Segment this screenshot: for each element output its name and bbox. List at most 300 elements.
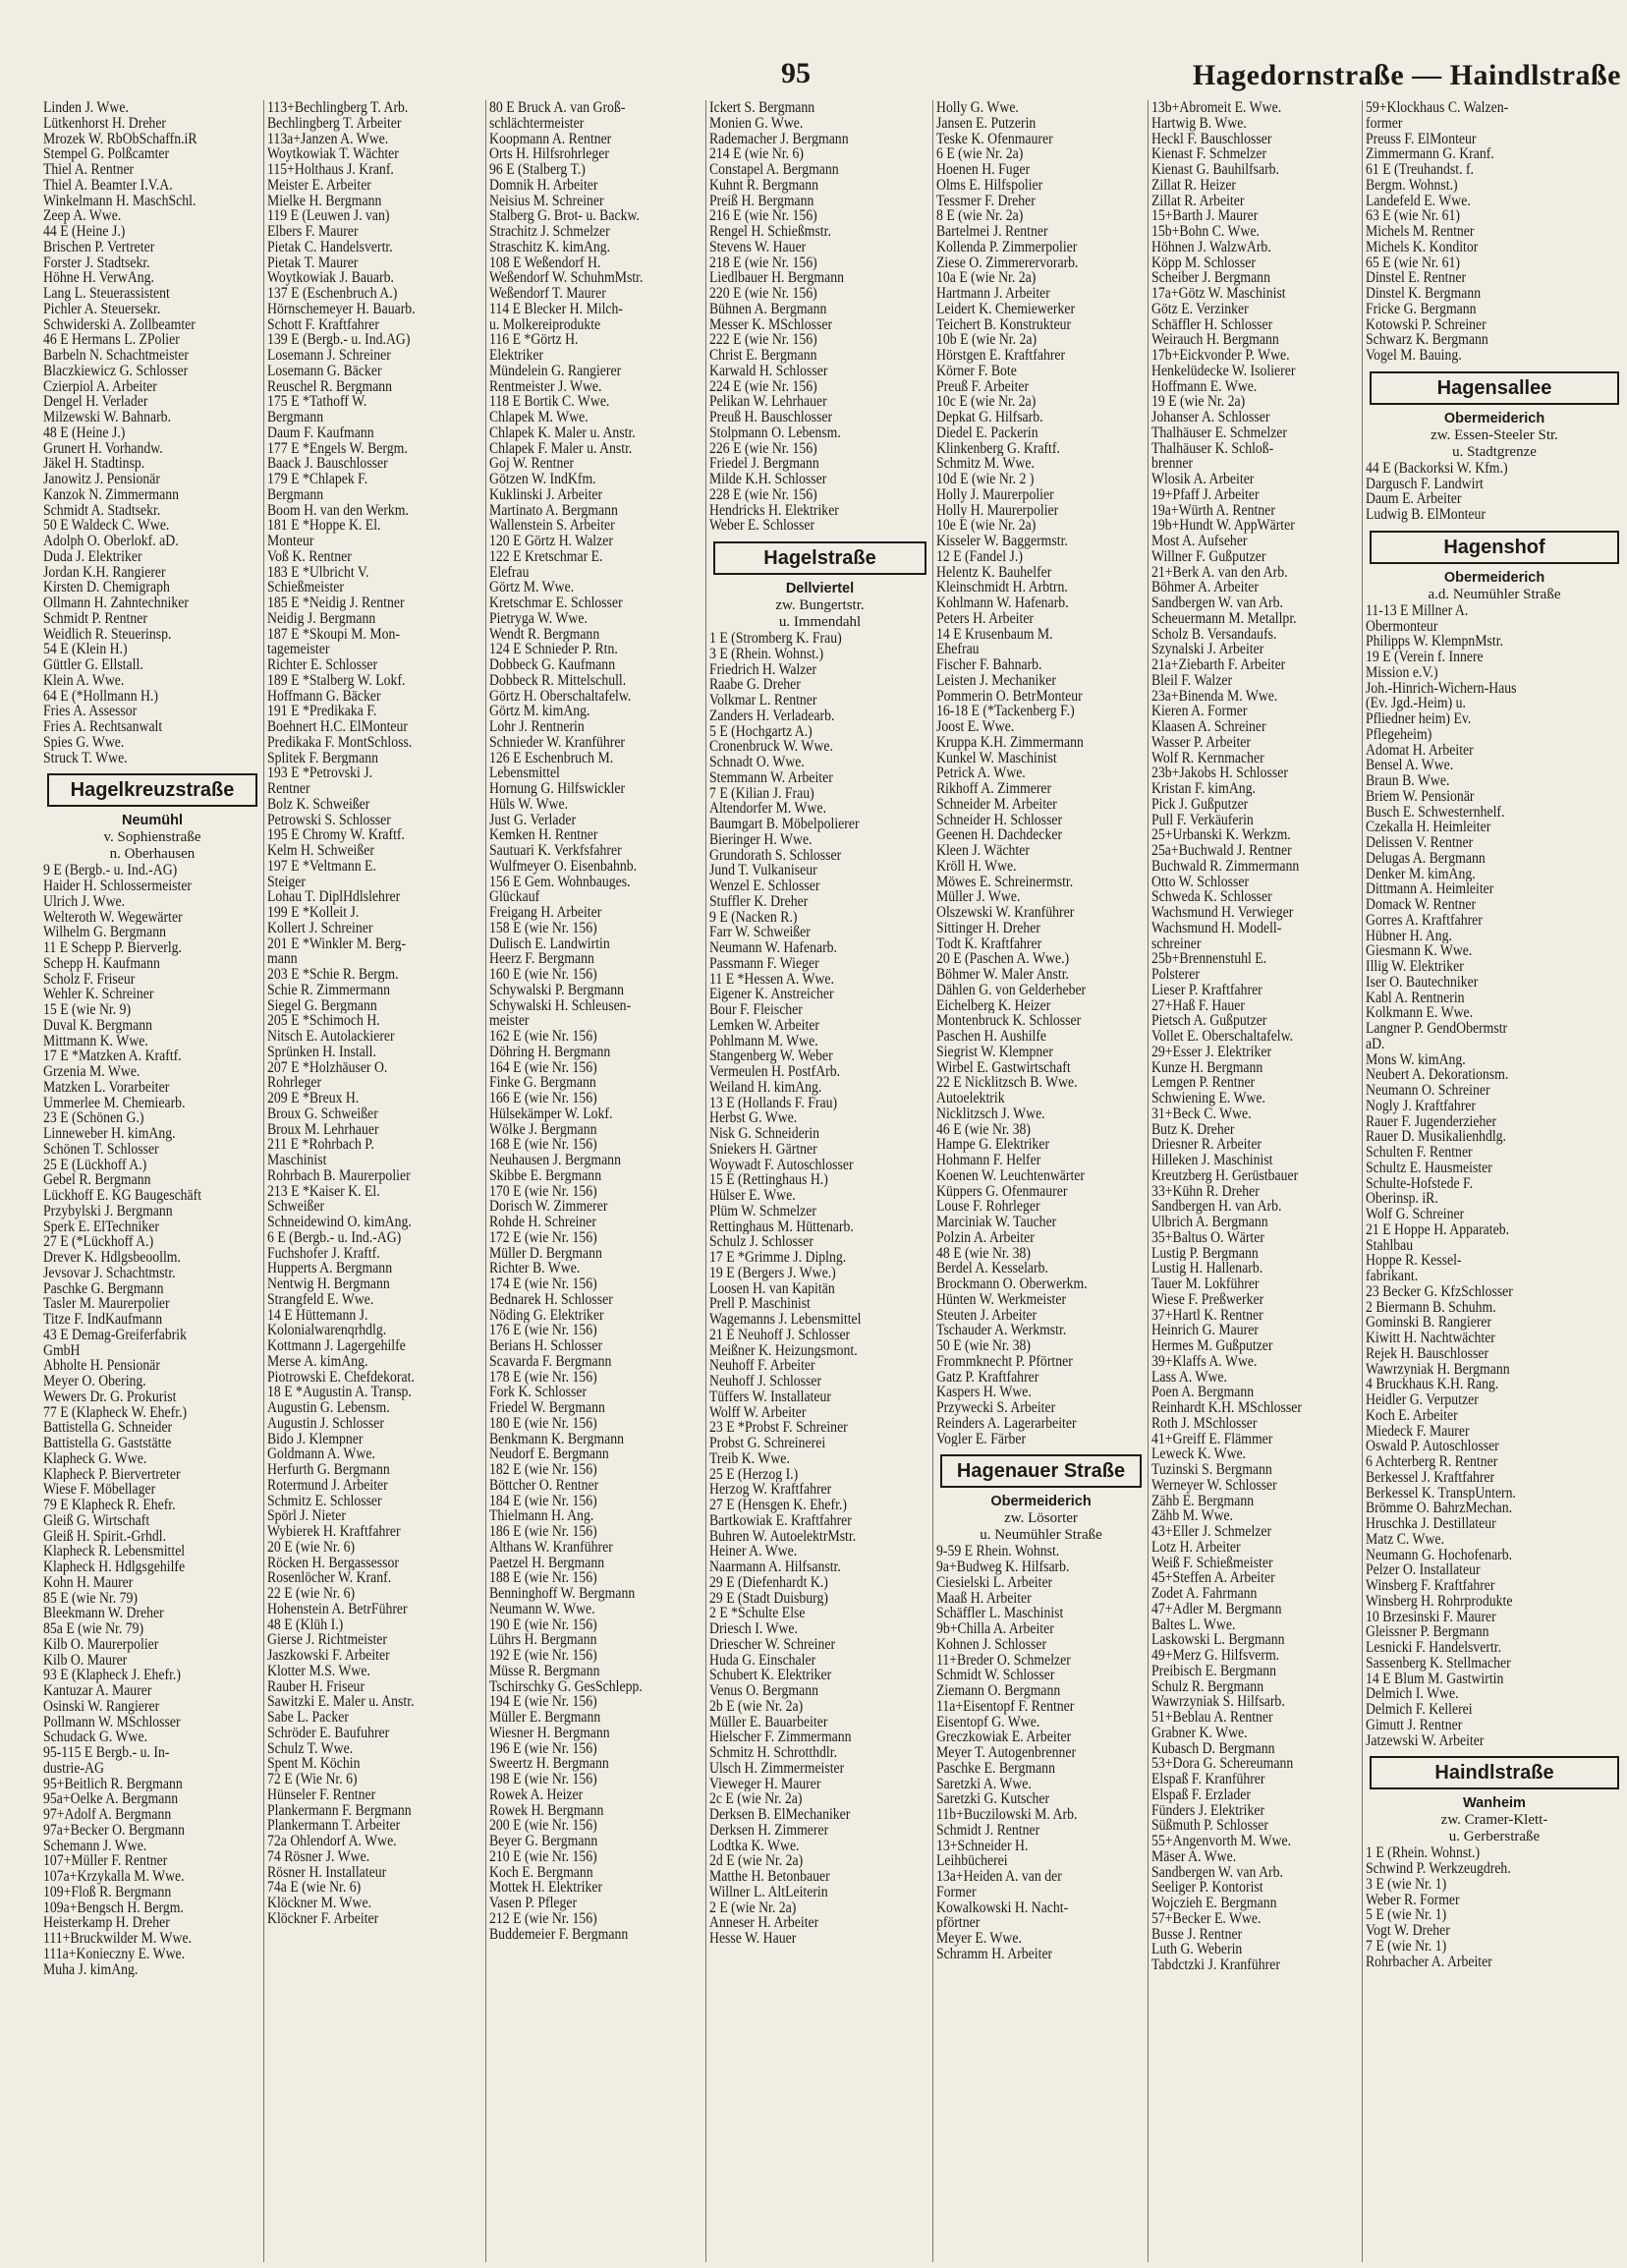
directory-entry: 203 E *Schie R. Bergm. [267, 967, 399, 983]
directory-entry: Peters H. Arbeiter [936, 610, 1035, 627]
directory-entry: Kilb O. Maurer [43, 1652, 128, 1669]
directory-entry: Osinski W. Rangierer [43, 1698, 160, 1715]
directory-entry: Duval K. Bergmann [43, 1017, 153, 1034]
directory-entry: Böhmer A. Arbeiter [1151, 580, 1259, 595]
directory-entry: Pelikan W. Lehrhauer [709, 394, 827, 410]
directory-entry: Rowek H. Bergmann [489, 1802, 604, 1819]
directory-entry: 44 E (Backorksi W. Kfm.) [1366, 460, 1508, 477]
directory-entry: Hendricks H. Elektriker [709, 502, 839, 519]
directory-entry: Baack J. Bauschlosser [267, 456, 388, 472]
directory-entry: Wilhelm G. Bergmann [43, 925, 166, 940]
directory-entry: Orts H. Hilfsrohrleger [489, 146, 609, 162]
directory-entry: 25 E (Herzog I.) [709, 1466, 799, 1483]
directory-entry: Kohlmann W. Hafenarb. [936, 595, 1069, 611]
directory-entry: Hörnschemeyer H. Bauarb. [267, 301, 416, 317]
directory-entry: 74a E (wie Nr. 6) [267, 1880, 362, 1896]
directory-entry: Volkmar L. Rentner [709, 693, 817, 709]
directory-entry: Illig W. Elektriker [1366, 959, 1464, 975]
directory-entry: 19 E (Verein f. Innere [1366, 650, 1484, 665]
directory-entry: Elefrau [489, 564, 530, 581]
directory-entry: 2 E *Schulte Else [709, 1606, 806, 1621]
directory-entry: Zimmermann G. Kranf. [1366, 146, 1494, 162]
directory-entry: Wölke J. Bergmann [489, 1121, 597, 1138]
directory-entry: Just G. Verlader [489, 812, 577, 828]
directory-entry: 205 E *Schimoch H. [267, 1013, 380, 1029]
directory-entry: 14 E Krusenbaum M. [936, 626, 1053, 643]
directory-entry: Thalhäuser K. Schloß- [1151, 440, 1274, 457]
directory-entry: Kieren A. Former [1151, 704, 1248, 719]
directory-entry: Rosenlöcher W. Kranf. [267, 1570, 392, 1586]
directory-entry: Bühnen A. Bergmann [709, 301, 827, 317]
directory-entry: 9 E (Bergb.- u. Ind.-AG) [43, 863, 178, 879]
directory-entry: 184 E (wie Nr. 156) [489, 1493, 597, 1509]
directory-entry: 226 E (wie Nr. 156) [709, 440, 817, 457]
directory-entry: Klinkenberg G. Kraftf. [936, 440, 1060, 457]
directory-entry: 195 E Chromy W. Kraftf. [267, 827, 405, 843]
directory-entry: Friedel W. Bergmann [489, 1400, 605, 1416]
directory-entry: 11 E *Hessen A. Wwe. [709, 971, 834, 988]
directory-entry: Wasser P. Arbeiter [1151, 734, 1251, 751]
directory-entry: Augustin J. Schlosser [267, 1415, 384, 1432]
directory-entry: 168 E (wie Nr. 156) [489, 1137, 597, 1153]
directory-entry: 23 E *Probst F. Schreiner [709, 1420, 848, 1436]
directory-entry: Pietryga W. Wwe. [489, 610, 588, 627]
directory-entry: Otto W. Schlosser [1151, 874, 1250, 890]
directory-entry: Klapheck R. Lebensmittel [43, 1544, 186, 1559]
directory-entry: Helentz K. Bauhelfer [936, 564, 1052, 581]
directory-entry: Drever K. Hdlgsbeoollm. [43, 1250, 181, 1266]
directory-entry: Delissen V. Rentner [1366, 835, 1474, 851]
directory-entry: Eichelberg K. Heizer [936, 997, 1051, 1014]
directory-entry: Forster J. Stadtsekr. [43, 255, 150, 271]
directory-entry: Lütkenhorst H. Dreher [43, 115, 167, 132]
directory-entry: Naarmann A. Hilfsanstr. [709, 1559, 841, 1575]
directory-entry: Brischen P. Vertreter [43, 239, 155, 255]
directory-entry: Gorres A. Kraftfahrer [1366, 912, 1483, 929]
directory-entry: Sautuari K. Verkfsfahrer [489, 843, 622, 859]
directory-entry: Neumann W. Hafenarb. [709, 940, 837, 956]
directory-entry: Hohenstein A. BetrFührer [267, 1601, 408, 1617]
directory-entry: Schulte-Hofstede F. [1366, 1175, 1474, 1192]
street-range: zw. Essen-Steeler Str. [1431, 426, 1558, 443]
directory-entry: Ehefrau [936, 642, 980, 657]
directory-entry: 182 E (wie Nr. 156) [489, 1462, 597, 1478]
directory-entry: Kolonialwarenqrhdlg. [267, 1323, 387, 1338]
directory-entry: schreiner [1151, 936, 1202, 952]
directory-entry: Müsse R. Bergmann [489, 1663, 600, 1679]
directory-entry: Kotowski P. Schreiner [1366, 316, 1487, 333]
directory-entry: 190 E (wie Nr. 156) [489, 1616, 597, 1633]
directory-entry: Kollenda P. Zimmerpolier [936, 239, 1078, 255]
directory-entry: Höhne H. VerwAng. [43, 270, 154, 286]
directory-entry: 120 E Görtz H. Walzer [489, 534, 613, 549]
directory-entry: Christ E. Bergmann [709, 348, 817, 364]
directory-entry: Fries A. Assessor [43, 704, 138, 719]
directory-entry: Broux G. Schweißer [267, 1106, 378, 1122]
directory-entry: Matz C. Wwe. [1366, 1531, 1445, 1548]
directory-entry: Preuß F. Arbeiter [936, 378, 1030, 395]
directory-entry: Mons W. kimAng. [1366, 1051, 1466, 1068]
directory-entry: Plüm W. Schmelzer [709, 1203, 816, 1219]
directory-entry: Ludwig B. ElMonteur [1366, 507, 1486, 523]
directory-entry: 29+Esser J. Elektriker [1151, 1044, 1272, 1060]
directory-entry: Dulisch E. Landwirtin [489, 936, 610, 952]
directory-entry: 50 E (wie Nr. 38) [936, 1338, 1031, 1354]
directory-entry: Ummerlee M. Chemiearb. [43, 1095, 186, 1111]
directory-entry: Vogel M. Bauing. [1366, 348, 1462, 364]
directory-entry: Heerz F. Bergmann [489, 951, 594, 967]
directory-entry: Teske K. Ofenmaurer [936, 131, 1053, 147]
directory-entry: 10 Brzesinski F. Maurer [1366, 1609, 1496, 1625]
directory-entry: Kretschmar E. Schlosser [489, 595, 623, 611]
street-range: u. Neumühler Straße [980, 1527, 1102, 1544]
directory-entry: Tauer M. Lokführer [1151, 1276, 1260, 1292]
directory-entry: Kohn H. Maurer [43, 1574, 134, 1591]
directory-entry: Treib K. Wwe. [709, 1450, 790, 1467]
directory-entry: Gominski B. Rangierer [1366, 1315, 1492, 1331]
directory-column-7 [1366, 100, 1623, 1969]
directory-entry: Passmann F. Wieger [709, 955, 819, 972]
directory-entry: Kiwitt H. Nachtwächter [1366, 1331, 1495, 1346]
directory-entry: Wenzel E. Schlosser [709, 879, 820, 894]
directory-entry: Hermes M. Gußputzer [1151, 1338, 1273, 1354]
directory-entry: Buchwald R. Zimmermann [1151, 858, 1300, 875]
directory-entry: Dittmann A. Heimleiter [1366, 881, 1494, 897]
directory-entry: 193 E *Petrovski J. [267, 765, 373, 781]
directory-entry: Spies G. Wwe. [43, 734, 125, 751]
directory-entry: tagemeister [267, 642, 330, 657]
district-name: Obermeiderich [1443, 569, 1545, 586]
directory-entry: Berkessel J. Kraftfahrer [1366, 1469, 1495, 1486]
directory-entry: Ickert S. Bergmann [709, 100, 815, 116]
directory-entry: Pohlmann M. Wwe. [709, 1033, 818, 1049]
directory-entry: Rejek H. Bauschlosser [1366, 1345, 1489, 1362]
directory-entry: Fricke G. Bergmann [1366, 301, 1477, 317]
directory-entry: Böhmer W. Maler Anstr. [936, 967, 1069, 983]
directory-entry: fabrikant. [1366, 1269, 1419, 1284]
directory-entry: 79 E Klapheck R. Ehefr. [43, 1498, 176, 1513]
directory-entry: Winsberg F. Kraftfahrer [1366, 1578, 1495, 1594]
directory-entry: Greczkowiak E. Arbeiter [936, 1729, 1072, 1745]
directory-entry: dustrie-AG [43, 1760, 104, 1777]
directory-entry: Weber R. Former [1366, 1892, 1460, 1908]
directory-entry: mann [267, 951, 298, 967]
directory-entry: Braun B. Wwe. [1366, 773, 1450, 789]
directory-entry: 187 E *Skoupi M. Mon- [267, 626, 401, 643]
directory-entry: 214 E (wie Nr. 6) [709, 146, 804, 162]
directory-entry: Gebel R. Bergmann [43, 1172, 151, 1188]
directory-entry: Bensel A. Wwe. [1366, 758, 1454, 773]
directory-entry: Schywalski P. Bergmann [489, 982, 625, 998]
directory-entry: Heinrich G. Maurer [1151, 1323, 1259, 1338]
directory-entry: 97a+Becker O. Bergmann [43, 1822, 185, 1839]
directory-entry: Derksen B. ElMechaniker [709, 1807, 851, 1823]
directory-entry: Rowek A. Heizer [489, 1786, 584, 1803]
directory-entry: Tüffers W. Installateur [709, 1389, 832, 1405]
directory-entry: Schwiderski A. Zollbeamter [43, 316, 196, 333]
directory-entry: Glückauf [489, 889, 540, 905]
directory-entry: Neisius M. Schreiner [489, 193, 604, 209]
directory-entry: Battistella G. Gaststätte [43, 1436, 172, 1451]
directory-entry: Voß K. Rentner [267, 548, 352, 565]
directory-entry: Petrowski S. Schlosser [267, 812, 391, 828]
directory-entry: Skibbe E. Bergmann [489, 1167, 602, 1184]
directory-entry: Wlosik A. Arbeiter [1151, 472, 1255, 487]
directory-entry: 7 E (Kilian J. Frau) [709, 785, 814, 802]
directory-entry: 20 E (Paschen A. Wwe.) [936, 951, 1070, 967]
directory-entry: 2c E (wie Nr. 2a) [709, 1791, 803, 1807]
directory-entry: Lohau T. DiplHdlslehrer [267, 889, 401, 905]
directory-entry: Hoenen H. Fuger [936, 162, 1031, 178]
directory-entry: Benninghoff W. Bergmann [489, 1586, 636, 1602]
directory-entry: Küppers G. Ofenmaurer [936, 1183, 1068, 1200]
directory-entry: Polzin A. Arbeiter [936, 1229, 1035, 1246]
directory-entry: Farr W. Schweißer [709, 925, 811, 940]
directory-entry: Nöding G. Elektriker [489, 1307, 604, 1324]
directory-entry: Winkelmann H. MaschSchl. [43, 193, 196, 209]
directory-entry: 11b+Buczilowski M. Arb. [936, 1807, 1078, 1823]
directory-entry: 95+Beitlich R. Bergmann [43, 1776, 183, 1792]
directory-entry: Neubert A. Dekorationsm. [1366, 1067, 1509, 1083]
directory-entry: Losemann G. Bäcker [267, 363, 382, 379]
directory-entry: Woywadt F. Autoschlosser [709, 1157, 854, 1173]
directory-entry: schlächtermeister [489, 115, 585, 132]
directory-entry: Neuhoff J. Schlosser [709, 1374, 822, 1389]
street-heading: Hagensallee [1370, 371, 1619, 405]
directory-entry: Autoelektrik [936, 1091, 1005, 1106]
directory-entry: Bartkowiak E. Kraftfahrer [709, 1512, 852, 1529]
directory-entry: 45+Steffen A. Arbeiter [1151, 1570, 1275, 1586]
directory-entry: 186 E (wie Nr. 156) [489, 1524, 597, 1540]
directory-entry: Zähb E. Bergmann [1151, 1493, 1255, 1509]
directory-entry: Klapheck P. Biervertreter [43, 1466, 181, 1483]
directory-entry: Neuhoff F. Arbeiter [709, 1358, 815, 1374]
directory-entry: 160 E (wie Nr. 156) [489, 967, 597, 983]
directory-entry: Adolph O. Oberlokf. aD. [43, 534, 179, 549]
street-range: u. Gerberstraße [1448, 1829, 1541, 1845]
directory-entry: Holly G. Wwe. [936, 100, 1019, 116]
directory-entry: Ulrich J. Wwe. [43, 893, 126, 910]
directory-entry: Milzewski W. Bahnarb. [43, 410, 172, 425]
directory-entry: Kuhnt R. Bergmann [709, 177, 819, 194]
directory-entry: Depkat G. Hilfsarb. [936, 410, 1043, 425]
directory-column-2 [267, 100, 483, 1927]
directory-entry: 166 E (wie Nr. 156) [489, 1091, 597, 1106]
directory-entry: 210 E (wie Nr. 156) [489, 1848, 597, 1865]
directory-entry: Martinato A. Bergmann [489, 502, 618, 519]
directory-entry: Broux M. Lehrhauer [267, 1121, 379, 1138]
district-name: Obermeiderich [1443, 410, 1545, 426]
directory-entry: Elspaß F. Erzlader [1151, 1786, 1251, 1803]
directory-entry: 191 E *Predikaka F. [267, 704, 377, 719]
district-name: Neumühl [121, 813, 184, 829]
directory-entry: Fork K. Schlosser [489, 1385, 588, 1400]
directory-entry: Matthe H. Betonbauer [709, 1869, 830, 1885]
directory-entry: meister [489, 1013, 530, 1029]
directory-entry: 57+Becker E. Wwe. [1151, 1910, 1262, 1927]
directory-entry: Oberinsp. iR. [1366, 1191, 1438, 1207]
street-heading: Hagenshof [1370, 531, 1619, 564]
directory-entry: 17 E *Matzken A. Kraftf. [43, 1049, 182, 1064]
directory-entry: Döhring H. Bergmann [489, 1044, 611, 1060]
directory-entry: Scheuermann M. Metallpr. [1151, 610, 1297, 627]
directory-entry: 55+Angenvorth M. Wwe. [1151, 1834, 1292, 1849]
directory-entry: Rademacher J. Bergmann [709, 131, 849, 147]
directory-entry: Hülsekämper W. Lokf. [489, 1106, 613, 1122]
street-range: a.d. Neumühler Straße [1428, 586, 1561, 602]
directory-entry: 10b E (wie Nr. 2a) [936, 332, 1038, 348]
directory-entry: Rentner [267, 781, 310, 797]
directory-entry: Wolf R. Kernmacher [1151, 750, 1264, 766]
directory-entry: Kienast F. Schmelzer [1151, 146, 1267, 162]
directory-entry: Goldmann A. Wwe. [267, 1446, 375, 1462]
directory-entry: Schmitz M. Wwe. [936, 456, 1035, 472]
directory-entry: Dinstel E. Rentner [1366, 270, 1467, 286]
directory-entry: Friedel J. Bergmann [709, 456, 819, 472]
directory-entry: 64 E (*Hollmann H.) [43, 688, 159, 705]
street-range: n. Oberhausen [109, 846, 196, 863]
directory-entry: Fünders J. Elektriker [1151, 1802, 1265, 1819]
directory-entry: Neumann O. Schreiner [1366, 1083, 1490, 1099]
directory-entry: 39+Klaffs A. Wwe. [1151, 1353, 1258, 1370]
directory-entry: Tessmer F. Dreher [936, 193, 1036, 209]
directory-entry: Prell P. Maschinist [709, 1296, 811, 1312]
directory-entry: Zillat R. Heizer [1151, 177, 1237, 194]
directory-entry: 19a+Würth A. Rentner [1151, 502, 1275, 519]
directory-entry: Dengel H. Verlader [43, 394, 148, 410]
directory-entry: Pichler A. Steuersekr. [43, 301, 161, 317]
directory-entry: 201 E *Winkler M. Berg- [267, 936, 407, 952]
directory-entry: 85 E (wie Nr. 79) [43, 1590, 138, 1607]
directory-entry: Titze F. IndKaufmann [43, 1312, 163, 1328]
directory-entry: Gierse J. Richtmeister [267, 1632, 387, 1648]
directory-entry: Holly H. Maurerpolier [936, 502, 1059, 519]
directory-entry: Götz E. Verzinker [1151, 301, 1249, 317]
directory-entry: 162 E (wie Nr. 156) [489, 1029, 597, 1045]
directory-entry: Hampe G. Elektriker [936, 1137, 1050, 1153]
directory-entry: Cronenbruck W. Wwe. [709, 739, 833, 755]
directory-entry: Hartmann J. Arbeiter [936, 286, 1050, 302]
directory-entry: Barbeln N. Schachtmeister [43, 348, 189, 364]
directory-entry: Koopmann A. Rentner [489, 131, 612, 147]
street-range: u. Stadtgrenze [1452, 443, 1537, 460]
directory-entry: Schemann J. Wwe. [43, 1838, 147, 1854]
directory-entry: Richter E. Schlosser [267, 657, 378, 673]
directory-entry: Preuss F. ElMonteur [1366, 131, 1477, 147]
directory-entry: 220 E (wie Nr. 156) [709, 286, 817, 302]
directory-entry: Berians H. Schlosser [489, 1338, 603, 1354]
directory-entry: Mündelein G. Rangierer [489, 363, 622, 379]
directory-entry: Schywalski H. Schleusen- [489, 997, 632, 1014]
directory-entry: Scavarda F. Bergmann [489, 1353, 612, 1370]
directory-entry: Wojczieh E. Bergmann [1151, 1896, 1277, 1911]
directory-entry: Bieringer H. Wwe. [709, 831, 813, 848]
directory-entry: Huda G. Einschaler [709, 1652, 816, 1669]
directory-entry: Wachsmund H. Verwieger [1151, 905, 1294, 921]
directory-entry: Siegrist W. Klempner [936, 1044, 1053, 1060]
directory-entry: Woytkowiak J. Bauarb. [267, 270, 394, 286]
directory-entry: Thiel A. Rentner [43, 162, 135, 178]
directory-entry: 199 E *Kolleit J. [267, 905, 360, 921]
street-heading: Hagelstraße [713, 541, 926, 575]
directory-column-3 [489, 100, 703, 1942]
directory-entry: 111a+Konieczny E. Wwe. [43, 1946, 186, 1962]
directory-entry: Meyer E. Wwe. [936, 1931, 1022, 1947]
directory-entry: 3 E (Rhein. Wohnst.) [709, 646, 824, 662]
directory-entry: Daum F. Kaufmann [267, 425, 374, 441]
directory-columns [0, 100, 1627, 2262]
directory-entry: 33+Kühn R. Dreher [1151, 1183, 1260, 1200]
directory-entry: Kunkel W. Maschinist [936, 750, 1057, 766]
directory-entry: 158 E (wie Nr. 156) [489, 920, 597, 936]
directory-entry: Reinders A. Lagerarbeiter [936, 1415, 1077, 1432]
directory-entry: Paetzel H. Bergmann [489, 1555, 605, 1571]
directory-entry: Neuhausen J. Bergmann [489, 1153, 621, 1168]
directory-entry: Sassenberg K. Stellmacher [1366, 1655, 1511, 1672]
directory-entry: 224 E (wie Nr. 156) [709, 378, 817, 395]
directory-entry: Stalberg G. Brot- u. Backw. [489, 208, 640, 224]
directory-entry: Schudack G. Wwe. [43, 1729, 148, 1745]
directory-entry: Rettinghaus M. Hüttenarb. [709, 1219, 854, 1235]
directory-entry: 10c E (wie Nr. 2a) [936, 394, 1037, 410]
directory-entry: 48 E (wie Nr. 38) [936, 1245, 1031, 1262]
directory-entry: Hornung G. Hilfswickler [489, 781, 626, 797]
directory-entry: 97+Adolf A. Bergmann [43, 1807, 172, 1823]
directory-entry: Vogler E. Färber [936, 1431, 1027, 1447]
directory-entry: Dobbeck R. Mittelschull. [489, 672, 627, 689]
directory-entry: Driescher W. Schreiner [709, 1636, 836, 1653]
directory-entry: Klein A. Wwe. [43, 672, 125, 689]
directory-entry: Lohr J. Rentnerin [489, 719, 585, 735]
directory-entry: 113+Bechlingberg T. Arb. [267, 100, 409, 116]
directory-entry: Polsterer [1151, 967, 1200, 983]
directory-entry: 47+Adler M. Bergmann [1151, 1601, 1282, 1617]
directory-entry: Czierpiol A. Arbeiter [43, 378, 157, 395]
directory-entry: Kuklinski J. Arbeiter [489, 486, 603, 503]
directory-entry: Lass A. Wwe. [1151, 1369, 1227, 1386]
directory-entry: 9a+Budweg K. Hilfsarb. [936, 1559, 1070, 1575]
directory-entry: Schmidt W. Schlosser [936, 1668, 1055, 1683]
directory-entry: Weßendorf T. Maurer [489, 286, 606, 302]
directory-entry: Kemken H. Rentner [489, 827, 598, 843]
directory-entry: Plankermann F. Bergmann [267, 1802, 412, 1819]
directory-entry: Wawrzyniak H. Bergmann [1366, 1361, 1510, 1378]
directory-entry: Brömme O. BahrzMechan. [1366, 1501, 1513, 1516]
directory-entry: Hoppe R. Kessel- [1366, 1253, 1462, 1269]
directory-entry: Elbers F. Maurer [267, 224, 359, 240]
directory-entry: Lesnicki F. Handelsvertr. [1366, 1640, 1502, 1656]
directory-entry: Koch E. Arbeiter [1366, 1407, 1458, 1424]
directory-entry: Schwarz K. Bergmann [1366, 332, 1488, 348]
directory-entry: Weidlich R. Steuerinsp. [43, 626, 172, 643]
directory-entry: Ulbrich A. Bergmann [1151, 1215, 1268, 1230]
directory-entry: Kubasch D. Bergmann [1151, 1740, 1275, 1757]
directory-entry: Wulfmeyer O. Eisenbahnb. [489, 858, 638, 875]
directory-entry: 16-18 E (*Tackenberg F.) [936, 704, 1075, 719]
directory-entry: Bour F. Fleischer [709, 1002, 803, 1018]
directory-entry: Leisten J. Mechaniker [936, 672, 1056, 689]
directory-entry: Koch E. Bergmann [489, 1864, 593, 1881]
directory-entry: 6 E (Bergb.- u. Ind.-AG) [267, 1229, 402, 1246]
directory-entry: 126 E Eschenbruch M. [489, 750, 614, 766]
directory-entry: Berkessel K. TranspUntern. [1366, 1485, 1516, 1502]
directory-entry: Weber E. Schlosser [709, 518, 815, 534]
directory-entry: Ulsch H. Zimmermeister [709, 1760, 845, 1777]
directory-entry: 5 E (wie Nr. 1) [1366, 1907, 1447, 1923]
directory-entry: Brockmann O. Oberwerkm. [936, 1276, 1088, 1292]
directory-entry: 95a+Oelke A. Bergmann [43, 1791, 179, 1807]
directory-entry: Hoffmann E. Wwe. [1151, 378, 1258, 395]
